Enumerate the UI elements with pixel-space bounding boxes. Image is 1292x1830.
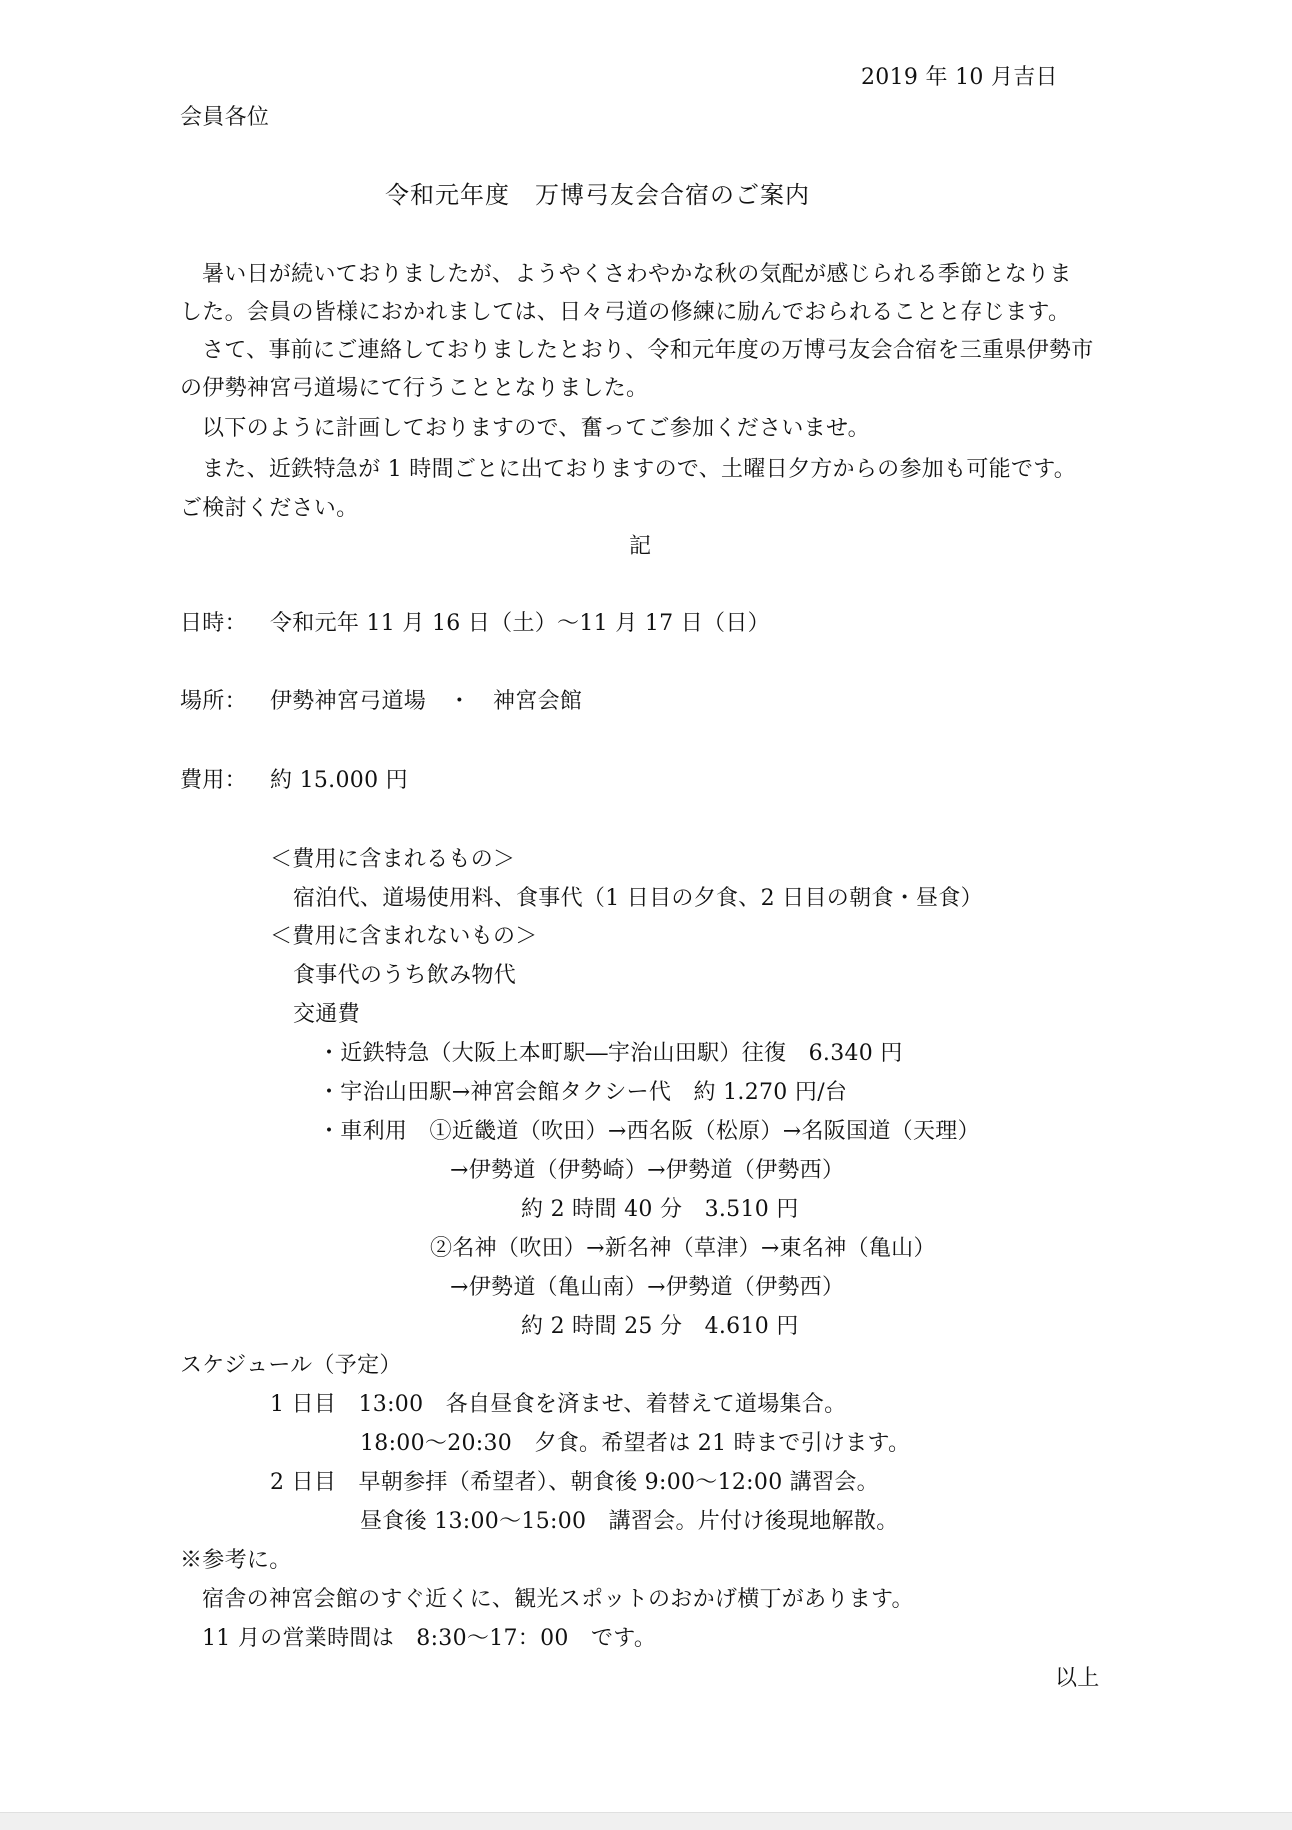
- taxi-fare: ・宇治山田駅→神宮会館タクシー代 約 1.270 円/台: [318, 1080, 848, 1105]
- car-route-2-line-2: →伊勢道（亀山南）→伊勢道（伊勢西）: [450, 1275, 845, 1300]
- included-items: 宿泊代、道場使用料、食事代（1 日目の夕食、2 日目の朝食・昼食）: [293, 886, 983, 911]
- cost-label: 費用：: [180, 768, 247, 793]
- place-value: 伊勢神宮弓道場 ・ 神宮会館: [270, 689, 583, 714]
- note-line-1: 宿舎の神宮会館のすぐ近くに、観光スポットのおかげ横丁があります。: [202, 1587, 914, 1612]
- car-route-2-line-1: ②名神（吹田）→新名神（草津）→東名神（亀山）: [430, 1236, 936, 1261]
- note-line-2: 11 月の営業時間は 8:30〜17：00 です。: [202, 1626, 657, 1651]
- car-route-1-line-2: →伊勢道（伊勢崎）→伊勢道（伊勢西）: [450, 1158, 845, 1183]
- schedule-day1-line-1: 1 日目 13:00 各自昼食を済ませ、着替えて道場集合。: [270, 1392, 847, 1417]
- car-route-1-cost: 約 2 時間 40 分 3.510 円: [521, 1197, 799, 1222]
- car-route-2-cost: 約 2 時間 25 分 4.610 円: [521, 1314, 799, 1339]
- excluded-header: ＜費用に含まれないもの＞: [270, 924, 538, 949]
- transport-label: 交通費: [293, 1002, 360, 1027]
- place-label: 場所：: [180, 689, 247, 714]
- paragraph-4-line-2: ご検討ください。: [180, 496, 359, 521]
- schedule-day1-line-2: 18:00〜20:30 夕食。希望者は 21 時まで引けます。: [360, 1431, 911, 1456]
- paragraph-2-line-1: さて、事前にご連絡しておりましたとおり、令和元年度の万博弓友会合宿を三重県伊勢市: [202, 338, 1094, 363]
- cost-value: 約 15.000 円: [270, 768, 408, 793]
- paragraph-4-line-1: また、近鉄特急が 1 時間ごとに出ておりますので、土曜日夕方からの参加も可能です。: [202, 457, 1077, 482]
- note-header: ※参考に。: [180, 1548, 292, 1573]
- car-route-1-line-1: ・車利用 ①近畿道（吹田）→西名阪（松原）→名阪国道（天理）: [318, 1119, 980, 1144]
- recipient: 会員各位: [180, 105, 270, 130]
- page-bottom-edge: [0, 1812, 1292, 1830]
- datetime-value: 令和元年 11 月 16 日（土）〜11 月 17 日（日）: [270, 611, 770, 636]
- paragraph-1-line-2: した。会員の皆様におかれましては、日々弓道の修練に励んでおられることと存じます。: [180, 300, 1071, 325]
- paragraph-1-line-1: 暑い日が続いておりましたが、ようやくさわやかな秋の気配が感じられる季節となりま: [202, 262, 1072, 287]
- schedule-header: スケジュール（予定）: [180, 1353, 402, 1378]
- datetime-label: 日時：: [180, 611, 247, 636]
- document-title: 令和元年度 万博弓友会合宿のご案内: [385, 181, 810, 209]
- kintetsu-fare: ・近鉄特急（大阪上本町駅―宇治山田駅）往復 6.340 円: [318, 1041, 903, 1066]
- excluded-drinks: 食事代のうち飲み物代: [293, 963, 517, 988]
- document-date: 2019 年 10 月吉日: [861, 65, 1058, 90]
- included-header: ＜費用に含まれるもの＞: [270, 847, 516, 872]
- ki-mark: 記: [629, 534, 652, 559]
- schedule-day2-line-2: 昼食後 13:00〜15:00 講習会。片付け後現地解散。: [360, 1509, 899, 1534]
- paragraph-3: 以下のように計画しておりますので、奮ってご参加くださいませ。: [202, 416, 870, 441]
- closing: 以上: [1055, 1666, 1100, 1691]
- schedule-day2-line-1: 2 日目 早朝参拝（希望者）、朝食後 9:00〜12:00 講習会。: [270, 1470, 879, 1495]
- paragraph-2-line-2: の伊勢神宮弓道場にて行うこととなりました。: [180, 376, 649, 401]
